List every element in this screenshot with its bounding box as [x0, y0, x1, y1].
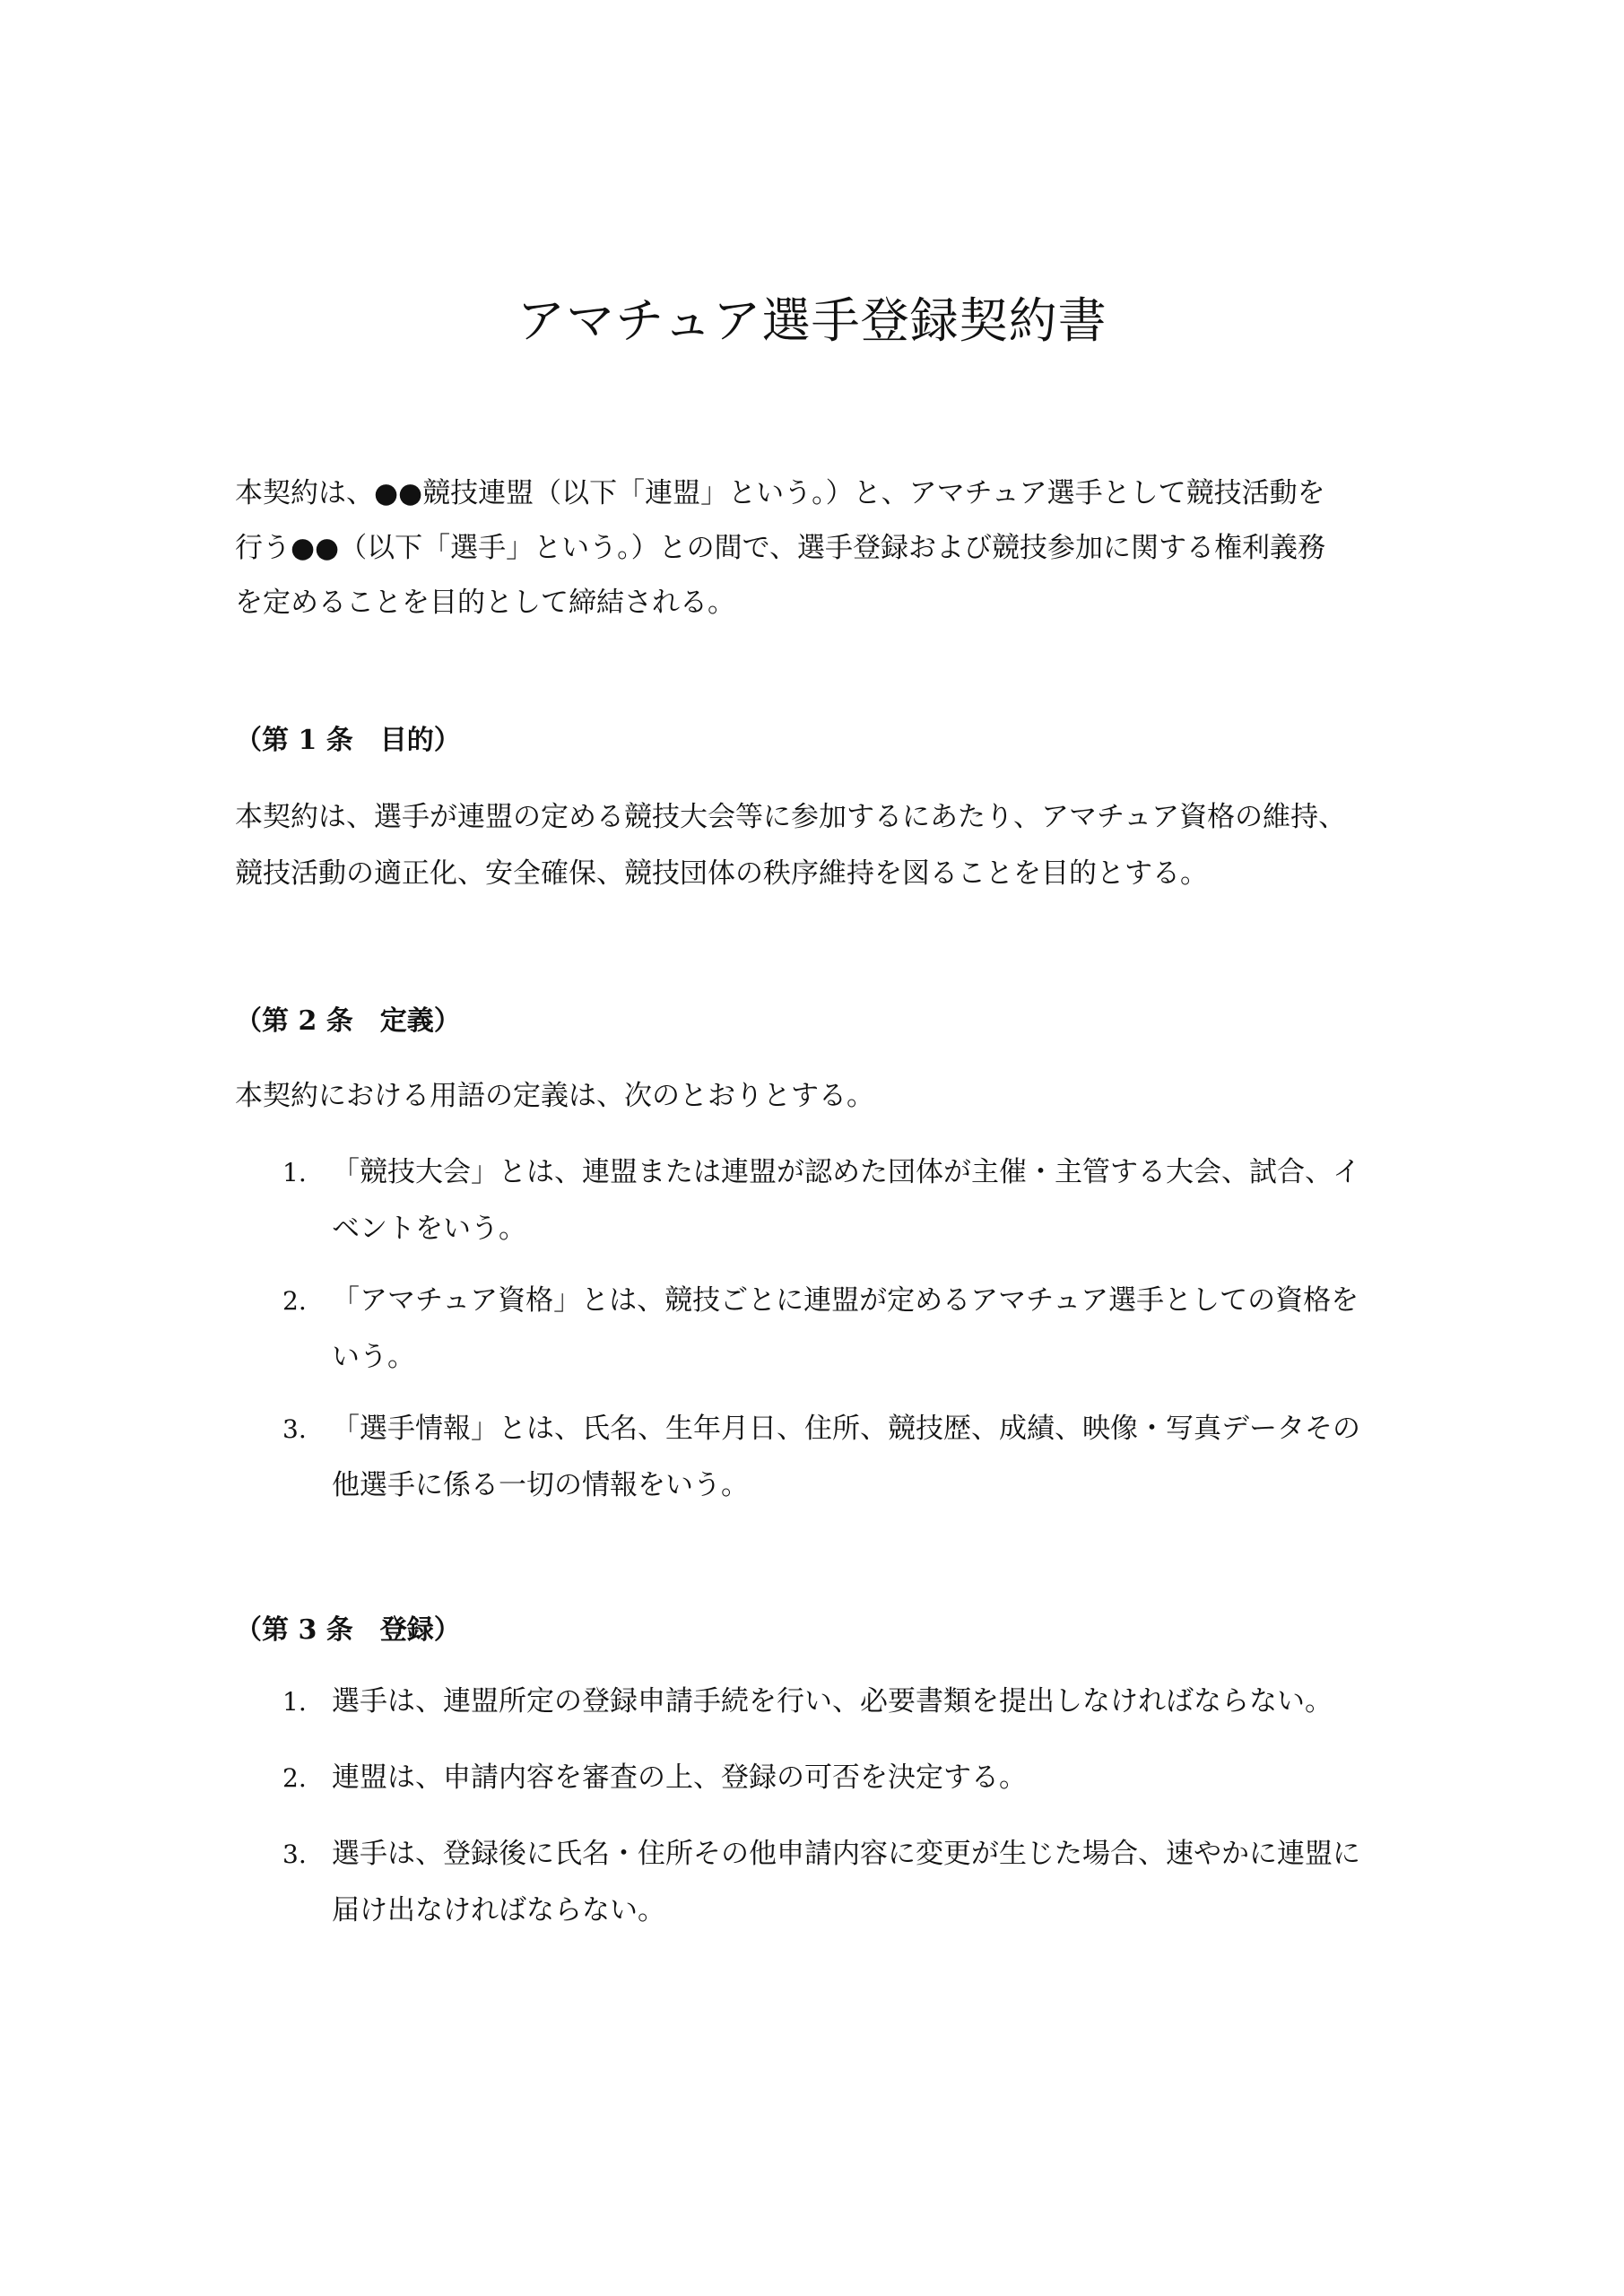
list-item — [235, 1674, 1401, 1730]
article-2-definition-list — [235, 1144, 1401, 1514]
article-3-heading: （第 3 条 登録） — [235, 1614, 461, 1646]
list-item-line: 「選手情報」とは、氏名、生年月日、住所、競技歴、成績、映像・写真データその — [332, 1413, 1360, 1445]
list-item-line: 「アマチュア資格」とは、競技ごとに連盟が定めるアマチュア選手としての資格を — [332, 1284, 1359, 1317]
intro-line: 本契約は、●●競技連盟（以下「連盟」という。）と、アマチュア選手として競技活動を — [235, 477, 1325, 509]
list-item-number: 1. — [282, 1687, 307, 1717]
list-item-line: 選手は、登録後に氏名・住所その他申請内容に変更が生じた場合、速やかに連盟に — [332, 1838, 1360, 1870]
list-item — [235, 1750, 1401, 1806]
intro-line: を定めることを目的として締結される。 — [235, 587, 735, 619]
list-item-number: 3. — [282, 1414, 307, 1444]
intro-paragraph — [235, 466, 1401, 631]
list-item — [235, 1401, 1401, 1514]
list-item — [235, 1144, 1401, 1257]
article-1-heading: （第 1 条 目的） — [235, 725, 461, 756]
list-item-line: 他選手に係る一切の情報をいう。 — [332, 1469, 749, 1501]
list-item-number: 2. — [282, 1763, 307, 1793]
article-1-line: 本契約は、選手が連盟の定める競技大会等に参加するにあたり、アマチュア資格の維持、 — [235, 801, 1347, 833]
article-2-lead — [235, 1068, 1401, 1125]
article-1-body — [235, 789, 1401, 902]
article-2-heading: （第 2 条 定義） — [235, 1005, 461, 1037]
list-item-line: 「競技大会」とは、連盟または連盟が認めた団体が主催・主管する大会、試合、イ — [332, 1156, 1360, 1188]
list-item-number: 3. — [282, 1839, 307, 1869]
list-item-line: 連盟は、申請内容を審査の上、登録の可否を決定する。 — [332, 1761, 1027, 1794]
list-item — [235, 1826, 1401, 1939]
intro-line: 行う●●（以下「選手」という。）との間で、選手登録および競技参加に関する権利義務 — [235, 532, 1325, 564]
article-3-registration-list — [235, 1674, 1401, 1939]
list-item-line: 選手は、連盟所定の登録申請手続を行い、必要書類を提出しなければならない。 — [332, 1685, 1333, 1718]
list-item-line: ベントをいう。 — [332, 1213, 526, 1245]
list-item-number: 1. — [282, 1158, 307, 1187]
list-item — [235, 1273, 1401, 1386]
article-1-line: 競技活動の適正化、安全確保、競技団体の秩序維持を図ることを目的とする。 — [235, 857, 1208, 890]
list-item-line: いう。 — [332, 1341, 415, 1373]
list-item-number: 2. — [282, 1286, 307, 1316]
document-title: アマチュア選手登録契約書 — [517, 292, 1107, 349]
article-2-lead-line: 本契約における用語の定義は、次のとおりとする。 — [235, 1080, 874, 1112]
list-item-line: 届け出なければならない。 — [332, 1894, 665, 1926]
